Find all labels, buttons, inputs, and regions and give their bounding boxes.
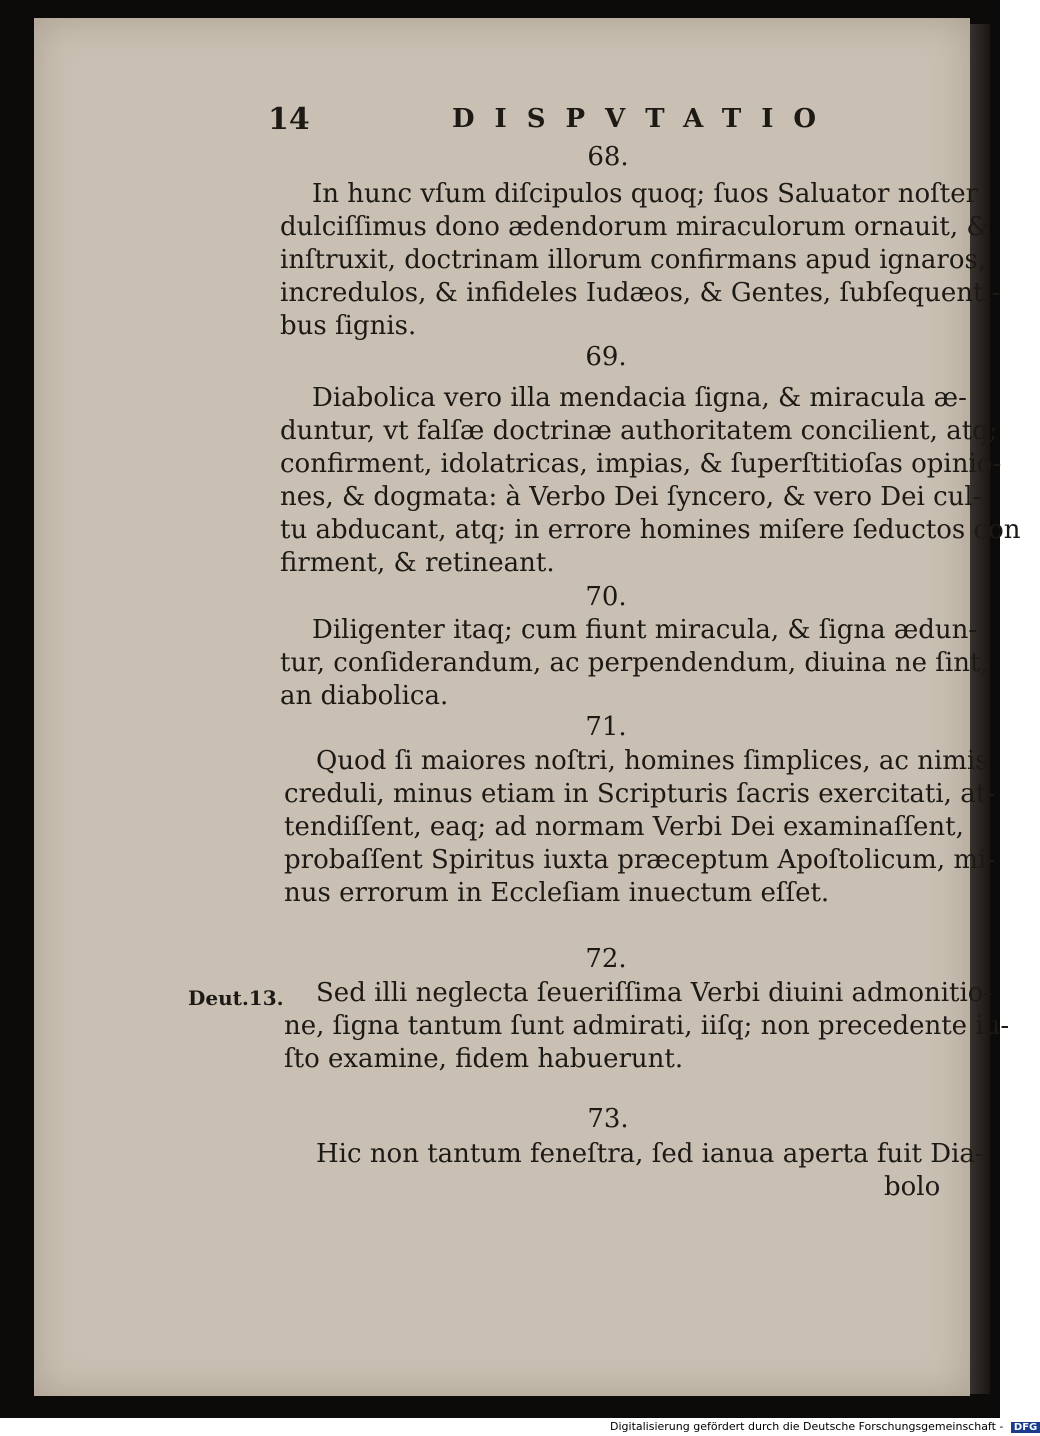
text-line: inſtruxit, doctrinam illorum confirmans apud ignaros, [280,245,987,275]
text-line: incredulos, & infideles Iudæos, & Gentes, ſubſequenti- [280,278,1001,308]
text-line: nes, & dogmata: à Verbo Dei ſyncero, & vero Dei cul- [280,482,982,512]
text-line: Sed illi neglecta ſeueriſſima Verbi diuini admonitio- [316,978,993,1008]
section-number: 70. [585,582,627,612]
text-line: Hic non tantum feneſtra, ſed ianua aperta fuit Dia- [316,1139,984,1169]
text-line: ne, ſigna tantum ſunt admirati, iiſq; non precedente iu- [284,1011,1010,1041]
digitization-footer [610,1420,1040,1433]
text-line: confirment, idolatricas, impias, & ſuperſtitioſas opinio- [280,449,1002,479]
margin-note: Deut.13. [188,986,284,1010]
section-number: 72. [585,944,627,974]
text-line: bolo [884,1172,941,1202]
text-line: creduli, minus etiam in Scripturis ſacris exercitati, at- [284,779,995,809]
section-number: 68. [587,142,629,172]
text-line: duntur, vt falſæ doctrinæ authoritatem concilient, atq; [280,416,998,446]
text-line: an diabolica. [280,681,449,711]
running-title: DISPVTATIO [452,104,837,134]
text-line: In hunc vſum diſcipulos quoq; ſuos Saluator noſter [312,179,979,209]
dfg-logo: DFG [1011,1422,1040,1433]
page-number: 14 [268,102,310,137]
text-line: Diabolica vero illa mendacia ſigna, & miracula æ- [312,383,967,413]
section-number: 73. [587,1104,629,1134]
text-line: firment, & retineant. [280,548,555,578]
footer-text: Digitalisierung gefördert durch die Deutsche Forschungsgemeinschaft - [610,1420,1004,1433]
text-line: tur, conſiderandum, ac perpendendum, diuina ne ſint, [280,648,989,678]
section-number: 71. [585,712,627,742]
section-number: 69. [585,342,627,372]
text-line: probaſſent Spiritus iuxta præceptum Apoſtolicum, mi- [284,845,996,875]
text-line: Quod ſi maiores noſtri, homines ſimplices, ac nimis [316,746,989,776]
text-line: bus ſignis. [280,311,417,341]
text-line: tendiſſent, eaq; ad normam Verbi Dei examinaſſent, [284,812,964,842]
text-line: Diligenter itaq; cum fiunt miracula, & ſigna ædun- [312,615,978,645]
text-line: dulciſſimus dono ædendorum miraculorum ornauit, & [280,212,990,242]
text-line: nus errorum in Eccleſiam inuectum eſſet. [284,878,830,908]
text-line: ſto examine, fidem habuerunt. [284,1044,684,1074]
text-line: tu abducant, atq; in errore homines miſere ſeductos con [280,515,1021,545]
